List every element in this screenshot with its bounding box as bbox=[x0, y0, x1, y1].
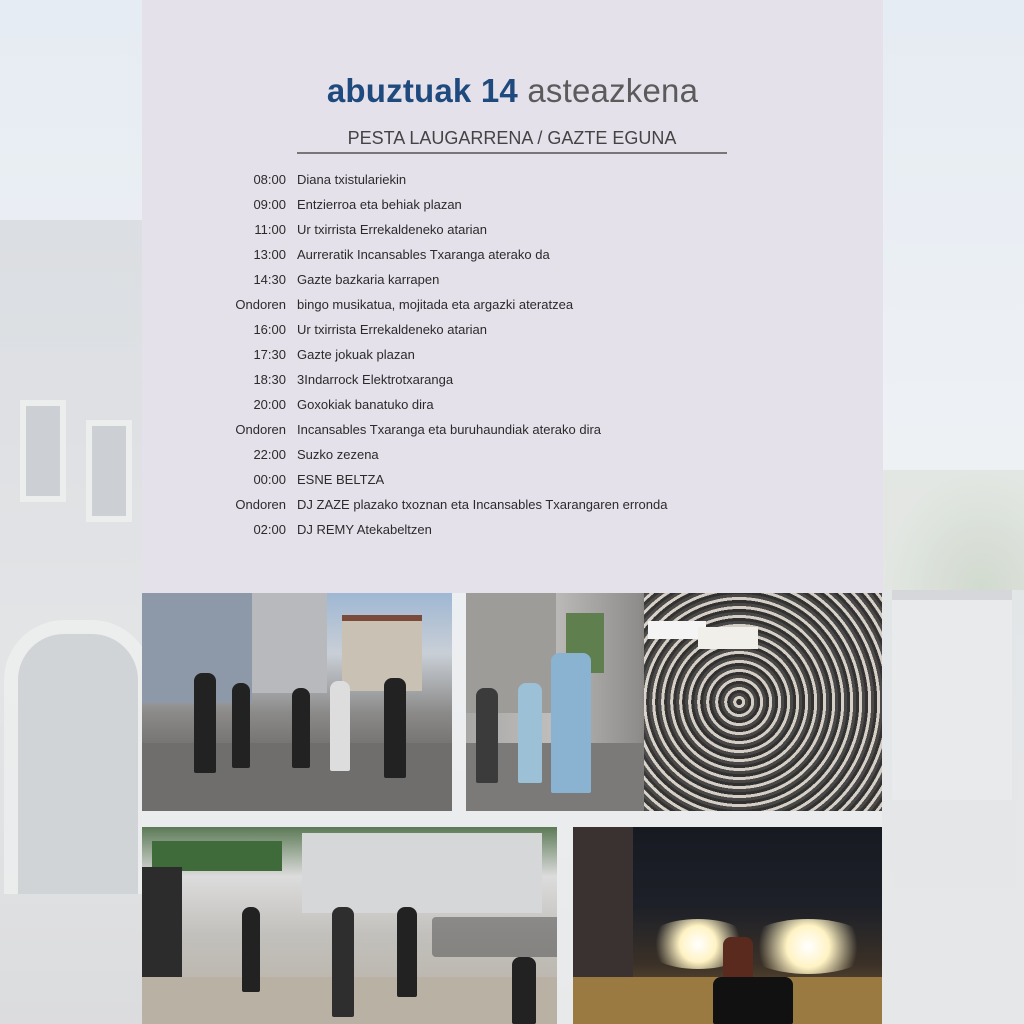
schedule-time: 00:00 bbox=[253, 472, 286, 487]
schedule-row bbox=[142, 272, 883, 297]
schedule-time: Ondoren bbox=[235, 422, 286, 437]
schedule-time: 18:30 bbox=[253, 372, 286, 387]
schedule-event: Entzierroa eta behiak plazan bbox=[297, 197, 462, 212]
schedule-row bbox=[142, 522, 883, 547]
schedule-row bbox=[142, 222, 883, 247]
schedule-event: Suzko zezena bbox=[297, 447, 379, 462]
schedule-row bbox=[142, 447, 883, 472]
schedule-time: 09:00 bbox=[253, 197, 286, 212]
schedule-row bbox=[142, 472, 883, 497]
background-window bbox=[20, 400, 66, 502]
photo-person bbox=[242, 907, 260, 992]
photo-person bbox=[194, 673, 216, 773]
photo-fire-bull bbox=[573, 827, 882, 1024]
photo-street-musicians bbox=[142, 593, 452, 811]
schedule-time: 22:00 bbox=[253, 447, 286, 462]
background-village-right bbox=[882, 470, 1024, 1024]
schedule-row bbox=[142, 172, 883, 197]
schedule-row bbox=[142, 347, 883, 372]
schedule-event: Gazte jokuak plazan bbox=[297, 347, 415, 362]
schedule-row bbox=[142, 422, 883, 447]
schedule-time: 14:30 bbox=[253, 272, 286, 287]
photo-speaker bbox=[142, 867, 182, 987]
photo-building bbox=[252, 593, 327, 693]
photo-crowd bbox=[432, 917, 557, 957]
schedule-row bbox=[142, 372, 883, 397]
date-label: abuztuak 14 bbox=[326, 72, 518, 109]
photo-person bbox=[330, 681, 350, 771]
schedule-time: Ondoren bbox=[235, 497, 286, 512]
schedule-event: bingo musikatua, mojitada eta argazki ateratzea bbox=[297, 297, 574, 312]
photo-person bbox=[512, 957, 536, 1024]
photo-building bbox=[302, 833, 542, 913]
schedule-event: Ur txirrista Errekaldeneko atarian bbox=[297, 222, 488, 237]
schedule-event: ESNE BELTZA bbox=[297, 472, 385, 487]
photo-building bbox=[342, 615, 422, 691]
schedule-time: 17:30 bbox=[253, 347, 286, 362]
schedule-row bbox=[142, 497, 883, 522]
photo-tent bbox=[698, 627, 758, 649]
photo-person bbox=[551, 653, 591, 793]
schedule-event: Ur txirrista Errekaldeneko atarian bbox=[297, 322, 488, 337]
schedule-time: 08:00 bbox=[253, 172, 286, 187]
schedule-row bbox=[142, 197, 883, 222]
background-window bbox=[86, 420, 132, 522]
schedule-event: Incansables Txaranga eta buruhaundiak aterako dira bbox=[297, 422, 602, 437]
photo-person bbox=[476, 688, 498, 783]
schedule-row bbox=[142, 397, 883, 422]
schedule-time: Ondoren bbox=[235, 297, 286, 312]
schedule-event: Aurreratik Incansables Txaranga aterako da bbox=[297, 247, 550, 262]
schedule-row bbox=[142, 247, 883, 272]
photo-person bbox=[713, 977, 793, 1024]
weekday-label: asteazkena bbox=[527, 72, 699, 109]
schedule-panel bbox=[142, 0, 883, 593]
background-house bbox=[892, 590, 1012, 800]
day-subtitle: PESTA LAUGARRENA / GAZTE EGUNA bbox=[297, 128, 727, 154]
schedule-time: 20:00 bbox=[253, 397, 286, 412]
schedule-time: 11:00 bbox=[254, 222, 286, 237]
schedule-row bbox=[142, 322, 883, 347]
background-arch bbox=[4, 620, 152, 894]
photo-person bbox=[332, 907, 354, 1017]
photo-person bbox=[397, 907, 417, 997]
photo-crowd-square bbox=[466, 593, 882, 811]
photo-fireworks bbox=[743, 919, 873, 974]
schedule-event: DJ REMY Atekabeltzen bbox=[297, 522, 432, 537]
schedule-time: 13:00 bbox=[253, 247, 286, 262]
photo-person bbox=[518, 683, 542, 783]
schedule-event: Goxokiak banatuko dira bbox=[297, 397, 434, 412]
schedule-event: Diana txistulariekin bbox=[297, 172, 407, 187]
photo-person bbox=[232, 683, 250, 768]
photo-person bbox=[384, 678, 406, 778]
page-title bbox=[142, 72, 883, 110]
photo-band-square bbox=[142, 827, 557, 1024]
photo-person bbox=[292, 688, 310, 768]
schedule-time: 16:00 bbox=[253, 322, 286, 337]
schedule-event: Gazte bazkaria karrapen bbox=[297, 272, 440, 287]
schedule-event: 3Indarrock Elektrotxaranga bbox=[297, 372, 454, 387]
schedule-time: 02:00 bbox=[253, 522, 286, 537]
schedule-event: DJ ZAZE plazako txoznan eta Incansables Txarangaren erronda bbox=[297, 497, 668, 512]
background-hill bbox=[882, 470, 1024, 590]
background-building-left bbox=[0, 220, 142, 1024]
schedule-row bbox=[142, 297, 883, 322]
